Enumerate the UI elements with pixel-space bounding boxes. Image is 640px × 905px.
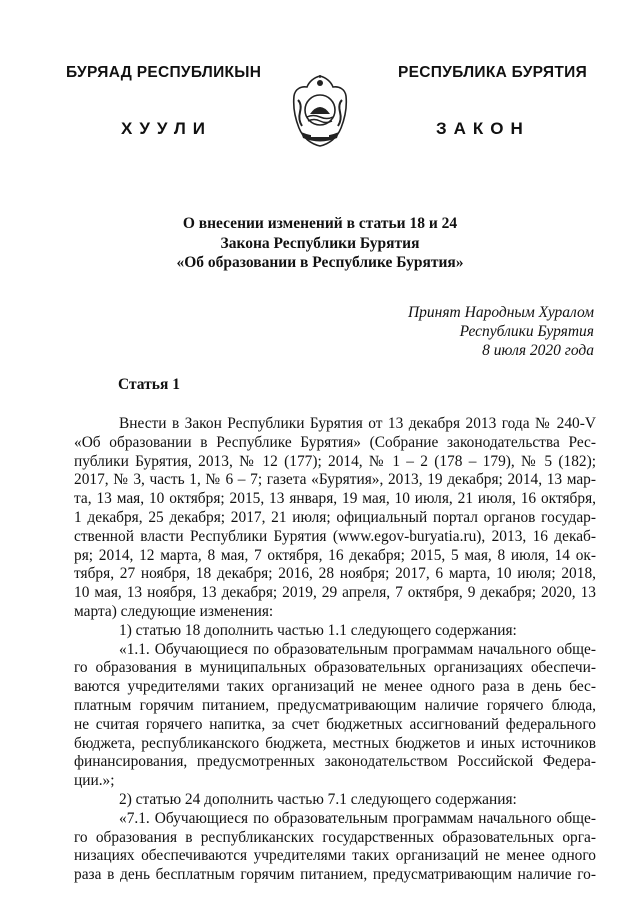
body-line: 2) статью 24 дополнить частью 7.1 следующего содержания:	[119, 790, 517, 808]
header-left-doc-type: ХУУЛИ	[121, 119, 212, 138]
body-line: ря; 2014, 12 марта, 8 мая, 7 октября, 16 декабря; 2015, 5 мая, 8 июля, 14 ок-	[74, 546, 596, 564]
body-line: го образования в республиканских государственных образовательных орга-	[74, 828, 596, 846]
body-line: раза в день бесплатным горячим питанием, предусматривающим наличие го-	[74, 866, 596, 884]
body-line: ственной власти Республики Бурятия (www.egov-buryatia.ru), 2013, 16 декаб-	[74, 527, 596, 545]
header-left-org: БУРЯАД РЕСПУБЛИКЫН	[66, 64, 262, 81]
body-line: финансирования, предусмотренных законодательством Российской Федера-	[74, 753, 596, 771]
coat-of-arms-emblem	[289, 74, 351, 148]
law-title-line: О внесении изменений в статьи 18 и 24	[182, 215, 458, 232]
adoption-date: 8 июля 2020 года	[482, 342, 594, 359]
body-line: «7.1. Обучающиеся по образовательным программам начального обще-	[119, 809, 596, 827]
body-line: публики Бурятия, 2013, № 12 (177); 2014, № 1 – 2 (178 – 179), № 5 (182);	[74, 452, 596, 470]
article-body	[74, 415, 596, 885]
body-line: марта) следующие изменения:	[74, 602, 274, 620]
body-line: го образования в муниципальных образовательных организациях обеспечи-	[74, 659, 596, 677]
adoption-note	[408, 303, 594, 360]
adoption-line: Принят Народным Хуралом	[407, 304, 594, 321]
body-line: 1 декабря, 25 декабря; 2017, 21 июля; официальный портал органов государ-	[74, 508, 596, 526]
header-right-org: РЕСПУБЛИКА БУРЯТИЯ	[398, 64, 588, 81]
body-line: тября, 27 ноября, 18 декабря; 2016, 28 ноября; 2017, 6 марта, 10 июля; 2018,	[74, 565, 596, 583]
law-title-line: «Об образовании в Республике Бурятия»	[176, 254, 464, 271]
body-line: 10 мая, 13 ноября, 13 декабря; 2019, 29 апреля, 7 октября, 9 декабря; 2020, 13	[74, 584, 596, 602]
body-line: Внести в Закон Республики Бурятия от 13 декабря 2013 года № 240-V	[119, 415, 596, 432]
law-title	[90, 214, 550, 273]
law-title-line: Закона Республики Бурятия	[220, 234, 420, 252]
body-line: низациях обеспечиваются учредителями таких организаций не менее одного	[74, 847, 596, 865]
body-line: «1.1. Обучающиеся по образовательным программам начального обще-	[119, 640, 596, 658]
body-line: ции.»;	[74, 772, 115, 790]
body-line: бюджета, республиканского бюджета, местных бюджетов и иных источников	[74, 734, 596, 752]
body-line: ваются учредителями таких организаций не менее одного раза в день бес-	[74, 678, 596, 696]
header-right-doc-type: ЗАКОН	[436, 119, 530, 138]
adoption-line: Республики Бурятия	[459, 323, 594, 340]
body-line: «Об образовании в Республике Бурятия» (Собрание законодательства Рес-	[74, 433, 596, 451]
body-line: платным горячим питанием, предусматривающим наличие горячего блюда,	[74, 696, 596, 714]
body-line: та, 13 мая, 10 октября; 2015, 13 января, 19 мая, 10 июля, 21 июля, 16 октября,	[74, 490, 596, 508]
article-heading: Статья 1	[118, 376, 180, 393]
body-line: не считая горячего напитка, за счет бюджетных ассигнований федерального	[74, 715, 596, 733]
body-line: 2017, № 3, часть 1, № 6 – 7; газета «Бурятия», 2013, 19 декабря; 2014, 13 мар-	[74, 471, 596, 489]
body-line: 1) статью 18 дополнить частью 1.1 следующего содержания:	[119, 621, 517, 639]
